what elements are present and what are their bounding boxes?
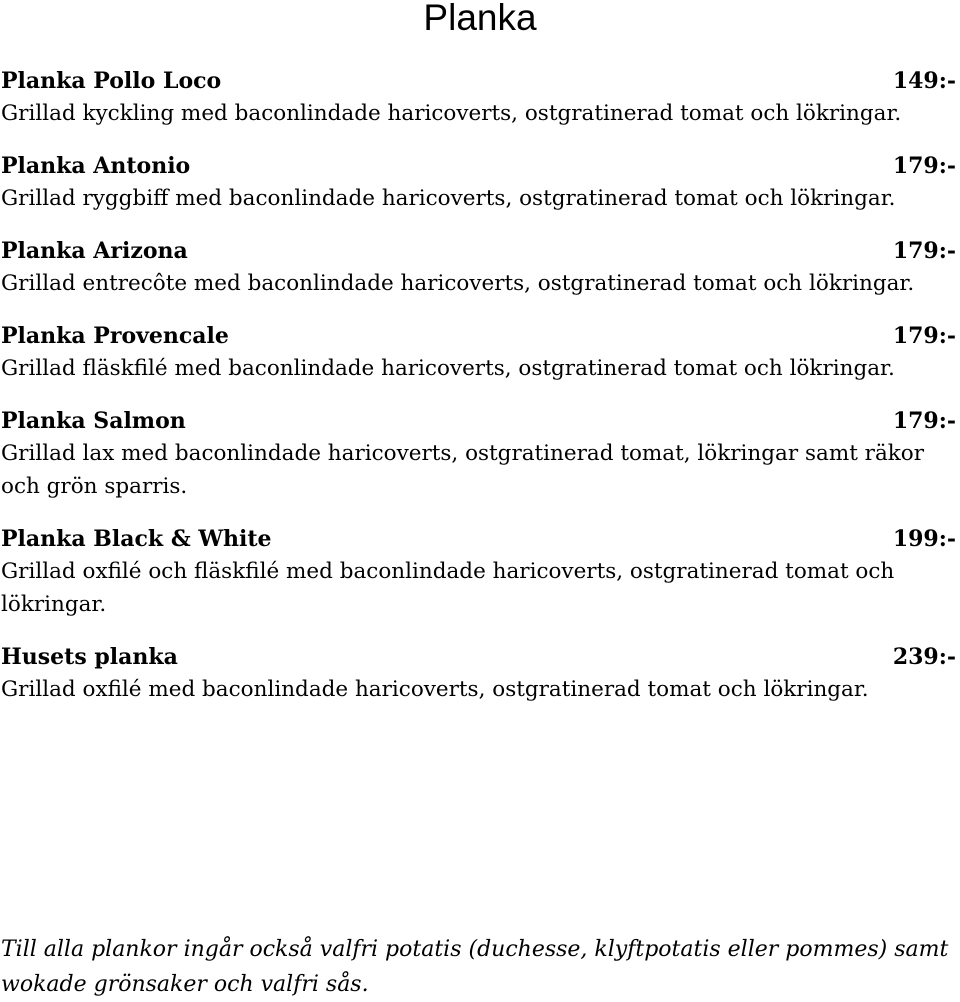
menu-item-price: 179:- [892,323,956,349]
menu-item-description: Grillad oxfilé och fläskfilé med baconlindade haricoverts, ostgratinerad tomat och lökringar. [1,559,895,617]
menu-item-header [1,235,956,267]
menu-item-name: Planka Pollo Loco [1,68,222,94]
menu-item-price: 179:- [892,408,956,434]
menu-item [1,523,956,621]
menu-item-name: Planka Antonio [1,153,191,179]
menu-item-header [1,65,956,97]
menu-item-description: Grillad lax med baconlindade haricoverts, ostgratinerad tomat, lökringar samt räkor och grön sparris. [1,441,925,499]
menu-item [1,150,956,215]
menu-item-description: Grillad fläskfilé med baconlindade haricoverts, ostgratinerad tomat och lökringar. [1,356,895,381]
menu-item-name: Planka Arizona [1,238,188,264]
menu-item-description: Grillad entrecôte med baconlindade haricoverts, ostgratinerad tomat och lökringar. [1,271,915,296]
menu-item-name: Husets planka [1,644,178,670]
menu-item [1,405,956,503]
menu-item-price: 179:- [892,153,956,179]
menu-item-header [1,320,956,352]
menu-item [1,641,956,706]
menu-item-header [1,150,956,182]
menu-item-price: 179:- [892,238,956,264]
menu-list [1,65,956,726]
menu-item-name: Planka Salmon [1,408,186,434]
menu-item [1,65,956,130]
menu-item-name: Planka Provencale [1,323,229,349]
menu-item-header [1,405,956,437]
menu-item-header [1,641,956,673]
menu-item-description: Grillad ryggbiff med baconlindade haricoverts, ostgratinerad tomat och lökringar. [1,186,896,211]
menu-item-name: Planka Black & White [1,526,272,552]
menu-item-description: Grillad kyckling med baconlindade haricoverts, ostgratinerad tomat och lökringar. [1,101,902,126]
menu-item-price: 199:- [892,526,956,552]
menu-item [1,320,956,385]
menu-item-price: 239:- [892,644,956,670]
footer-note: Till alla plankor ingår också valfri potatis (duchesse, klyftpotatis eller pommes) samt wokade grönsaker och valfri sås. [1,937,949,997]
menu-item-header [1,523,956,555]
menu-item [1,235,956,300]
page-title: Planka [423,0,537,38]
menu-item-description: Grillad oxfilé med baconlindade haricoverts, ostgratinerad tomat och lökringar. [1,677,869,702]
menu-item-price: 149:- [892,68,956,94]
